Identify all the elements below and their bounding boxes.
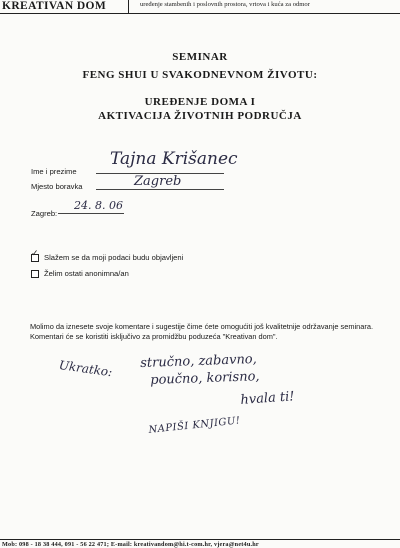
- comment-line-2: poučno, korisno,: [150, 369, 260, 388]
- anonymous-label: Želim ostati anonimna/an: [44, 269, 129, 278]
- residence-handwritten[interactable]: Zagreb: [134, 174, 182, 189]
- name-label: Ime i prezime: [31, 167, 77, 176]
- seminar-subtitle-1: UREĐENJE DOMA I: [144, 96, 256, 108]
- header-divider: [128, 0, 129, 13]
- consent-publish-label: Slažem se da moji podaci budu objavljeni: [44, 253, 184, 262]
- date-underline: [58, 213, 124, 214]
- footer-contact: Mob: 098 - 18 38 444, 091 - 56 22 471; E-mail: kreativandom@hi.t-com.hr, vjera@net4u.hr: [2, 541, 259, 548]
- name-handwritten[interactable]: Tajna Krišanec: [110, 149, 238, 169]
- seminar-heading: SEMINAR: [172, 51, 228, 63]
- footer-rule: [0, 539, 400, 540]
- residence-underline: [96, 189, 224, 190]
- comment-line-1b: stručno, zabavno,: [140, 351, 258, 371]
- date-label: Zagreb:: [31, 209, 58, 218]
- header-rule: [0, 13, 400, 14]
- comment-line-4: NAPIŠI KNJIGU!: [148, 415, 241, 436]
- brand-name: KREATIVAN DOM: [2, 0, 107, 12]
- comment-line-1a: Ukratko:: [58, 358, 114, 380]
- seminar-subtitle-2: AKTIVACIJA ŽIVOTNIH PODRUČJA: [98, 110, 302, 122]
- seminar-title: FENG SHUI U SVAKODNEVNOM ŽIVOTU:: [82, 69, 318, 81]
- check-mark-icon: ✓: [31, 248, 39, 258]
- date-handwritten[interactable]: 24. 8. 06: [74, 199, 123, 212]
- brand-tagline: uređenje stambenih i poslovnih prostora, vrtova i kuća za odmor: [140, 1, 310, 8]
- comment-line-3: hvala ti!: [240, 389, 296, 408]
- instructions-text: Molimo da iznesete svoje komentare i sugestije čime ćete omogućiti još kvalitetnije održavanje seminara. Komentari će se koristiti isključivo za promidžbu poduzeća "Kreativan dom".: [30, 322, 374, 341]
- anonymous-checkbox[interactable]: [31, 270, 39, 278]
- residence-label: Mjesto boravka: [31, 182, 83, 191]
